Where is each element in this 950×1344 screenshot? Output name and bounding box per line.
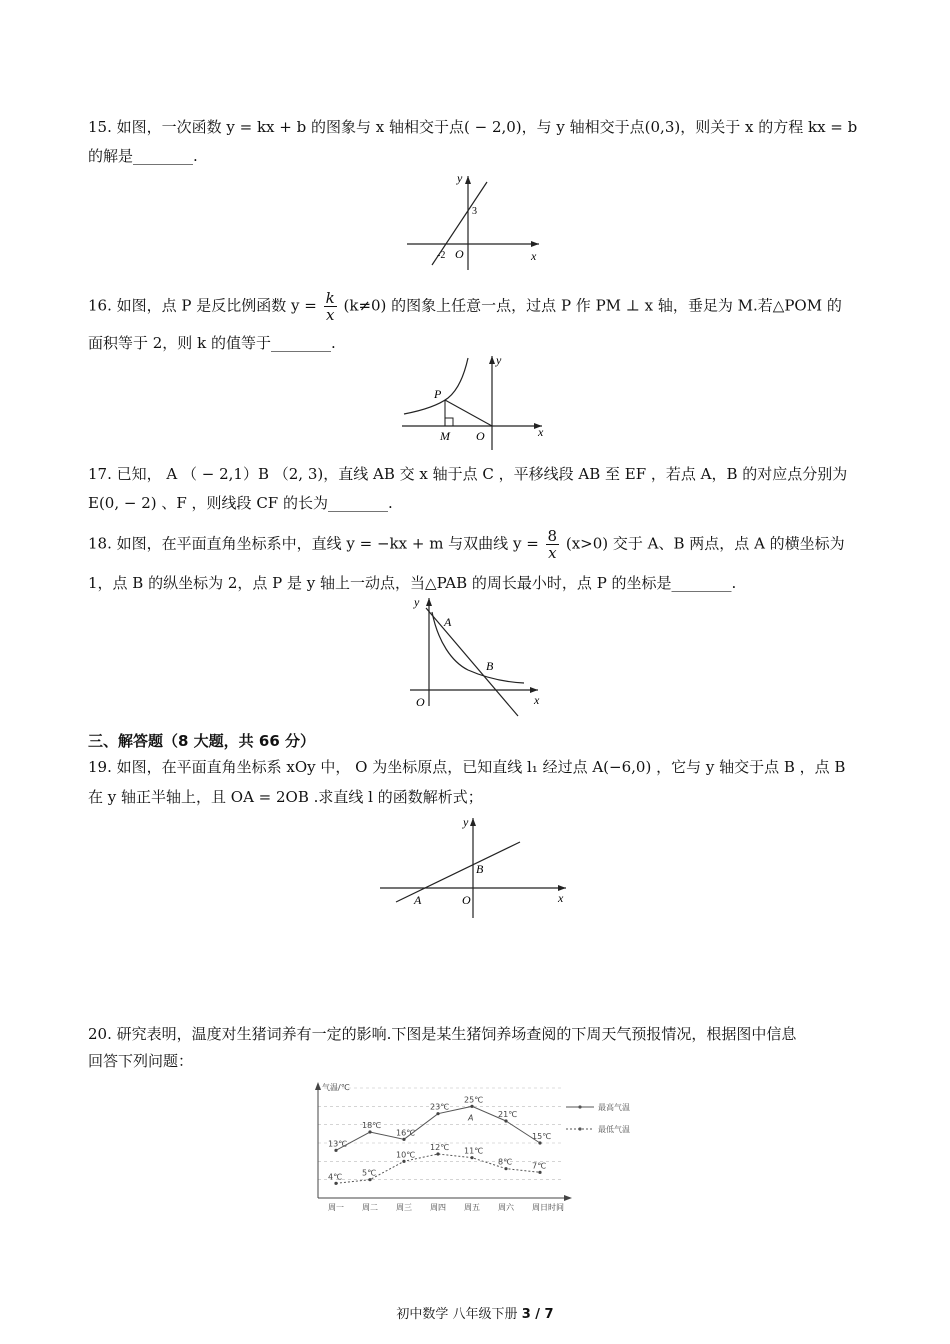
q18-frac-num: 8: [547, 527, 558, 545]
q19-line-2: 在 y 轴正半轴上，且 OA = 2OB .求直线 l 的函数解析式；: [88, 788, 483, 806]
chart-point: [436, 1152, 439, 1155]
chart-annotation: A: [468, 1113, 474, 1123]
chart-category-label: 周日: [532, 1203, 548, 1212]
q19-a-label: A: [414, 893, 422, 907]
q16-origin-label: O: [476, 429, 485, 443]
q15-line-2: 的解是________.: [88, 147, 198, 165]
q18-line: [426, 608, 518, 716]
q19-origin-label: O: [462, 893, 471, 907]
q19-x-label: x: [558, 891, 564, 905]
chart-data-label: 23℃: [430, 1102, 450, 1112]
legend-low-marker: [578, 1127, 581, 1130]
q18-text-a: 18. 如图，在平面直角坐标系中，直线 y = −kx + m 与双曲线 y =: [88, 534, 539, 553]
q18-b-label: B: [486, 659, 494, 673]
q16-right-angle-mark: [445, 418, 453, 426]
q18-figure: [408, 594, 548, 714]
chart-category-label: 周二: [362, 1203, 378, 1212]
chart-x-arrow: [564, 1195, 572, 1201]
q18-fraction: [546, 528, 560, 561]
q16-text-a: 16. 如图，点 P 是反比例函数 y =: [88, 296, 317, 315]
q18-x-label: x: [534, 693, 540, 707]
footer-text: 初中数学 八年级下册: [396, 1307, 518, 1322]
q18-text-b: (x>0) 交于 A、B 两点，点 A 的横坐标为: [565, 534, 845, 553]
chart-data-label: 12℃: [430, 1143, 450, 1152]
chart-category-label: 周四: [430, 1203, 446, 1212]
q16-y-label: y: [496, 353, 502, 367]
q15-figure: [405, 170, 545, 265]
chart-data-label: 16℃: [396, 1128, 416, 1138]
chart-point: [504, 1119, 507, 1122]
footer-page-number: 3 / 7: [521, 1307, 554, 1322]
chart-y-label: 气温/℃: [322, 1083, 350, 1092]
chart-category-label: 周五: [464, 1203, 480, 1212]
chart-data-label: 15℃: [532, 1132, 552, 1141]
q19-line-1: 19. 如图，在平面直角坐标系 xOy 中， O 为坐标原点，已知直线 l₁ 经过点 A(−6,0) ，它与 y 轴交于点 B ，点 B: [88, 758, 846, 776]
chart-point: [368, 1178, 371, 1181]
q19-y-arrow: [470, 818, 476, 826]
q17-line-2: E(0, − 2) 、F ，则线段 CF 的长为________.: [88, 494, 393, 512]
page-footer: [0, 1303, 950, 1322]
chart-point: [368, 1130, 371, 1133]
q16-line-2: 面积等于 2，则 k 的值等于________.: [88, 334, 336, 352]
chart-legend: [566, 1102, 630, 1134]
chart-x-label: 时间: [548, 1203, 564, 1212]
q18-line-2: 1，点 B 的纵坐标为 2，点 P 是 y 轴上一动点，当△PAB 的周长最小时，点 P 的坐标是________.: [88, 574, 737, 592]
q16-m-label: M: [440, 429, 450, 443]
weather-chart: [300, 1078, 680, 1213]
q16-hyperbola: [404, 358, 468, 414]
q17-line-1: 17. 已知， A （ − 2,1）B （2, 3)，直线 AB 交 x 轴于点 C ，平移线段 AB 至 EF ，若点 A，B 的对应点分别为: [88, 465, 848, 483]
chart-point: [334, 1182, 337, 1185]
q15-x-label: x: [531, 249, 537, 263]
chart-point: [402, 1138, 405, 1141]
q19-figure: [378, 814, 578, 914]
q16-x-label: x: [538, 425, 544, 439]
q18-a-label: A: [444, 615, 452, 629]
chart-point: [504, 1167, 507, 1170]
q15-y-arrow: [465, 176, 471, 184]
chart-data-label: 7℃: [532, 1161, 547, 1171]
q16-line-1: [88, 290, 868, 323]
q15-three-label: 3: [472, 206, 477, 217]
legend-high-marker: [578, 1105, 581, 1108]
q15-line-1: 15. 如图，一次函数 y = kx + b 的图象与 x 轴相交于点( − 2,0)，与 y 轴相交于点(0,3)，则关于 x 的方程 kx = b: [88, 118, 858, 136]
chart-series-group: [328, 1095, 551, 1185]
chart-categories-group: [328, 1202, 548, 1212]
chart-point: [436, 1112, 439, 1115]
chart-data-label: 10℃: [396, 1150, 416, 1160]
q15-origin-label: O: [455, 247, 464, 261]
q15-neg2-label: -2: [437, 250, 446, 261]
chart-data-label: 13℃: [328, 1139, 348, 1149]
q19-y-label: y: [463, 815, 469, 829]
section-three-heading: 三、解答题（8 大题，共 66 分）: [88, 732, 315, 750]
chart-point: [470, 1105, 473, 1108]
chart-data-label: 8℃: [498, 1157, 513, 1167]
q16-figure: [400, 352, 550, 452]
chart-point: [402, 1160, 405, 1163]
chart-data-label: 25℃: [464, 1095, 484, 1105]
q18-frac-den: x: [548, 544, 557, 562]
chart-y-arrow: [315, 1082, 321, 1090]
chart-category-label: 周六: [498, 1203, 514, 1212]
chart-data-label: 4℃: [328, 1172, 343, 1182]
legend-low-label: 最低气温: [598, 1125, 630, 1134]
q20-line-2: 回答下列问题：: [88, 1052, 194, 1070]
q15-y-label: y: [457, 171, 463, 185]
chart-data-label: 11℃: [464, 1146, 484, 1156]
chart-data-label: 18℃: [362, 1121, 382, 1130]
chart-point: [470, 1156, 473, 1159]
q16-fraction: [324, 290, 337, 323]
q15-x-arrow: [531, 241, 539, 247]
q18-y-label: y: [414, 595, 420, 609]
chart-data-label: 5℃: [362, 1168, 377, 1178]
q16-y-arrow: [489, 356, 495, 364]
q16-text-b: (k≠0) 的图象上任意一点，过点 P 作 PM ⊥ x 轴，垂足为 M.若△POM 的: [343, 296, 842, 315]
chart-point: [538, 1141, 541, 1144]
chart-point: [538, 1171, 541, 1174]
chart-data-label: 21℃: [498, 1110, 518, 1119]
q18-origin-label: O: [416, 695, 425, 709]
chart-category-label: 周一: [328, 1203, 344, 1212]
q18-line-1: [88, 528, 868, 561]
q16-p-label: P: [434, 387, 442, 401]
q18-y-arrow: [426, 598, 432, 606]
chart-point: [334, 1149, 337, 1152]
legend-high-label: 最高气温: [598, 1103, 630, 1112]
q19-b-label: B: [476, 862, 484, 876]
q20-line-1: 20. 研究表明，温度对生猪词养有一定的影响.下图是某生猪饲养场查阅的下周天气预报情况，根据图中信息: [88, 1025, 797, 1043]
q16-frac-num: k: [325, 289, 335, 307]
q16-po-segment: [445, 400, 492, 426]
chart-category-label: 周三: [396, 1203, 412, 1212]
q16-frac-den: x: [325, 306, 335, 324]
